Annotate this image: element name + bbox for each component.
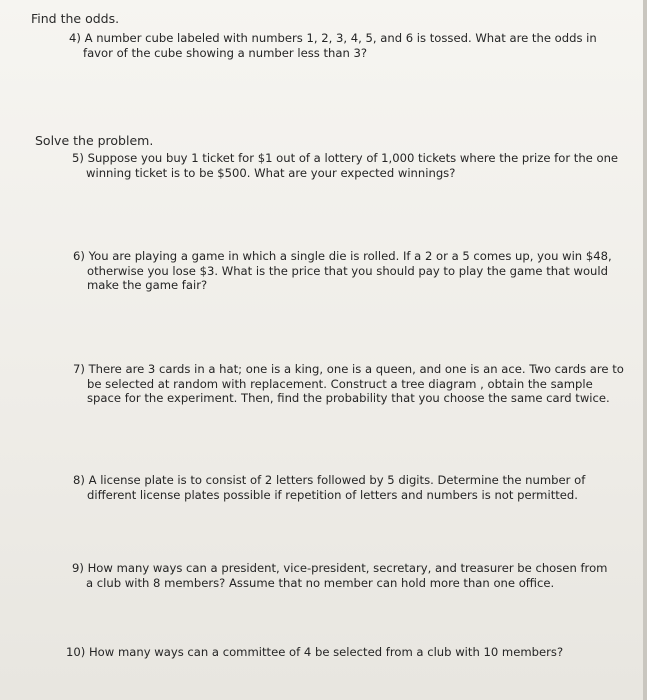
question-9	[72, 561, 607, 590]
question-text-line: different license plates possible if repetition of letters and numbers is not permitted.	[87, 487, 578, 502]
question-number: 9)	[72, 561, 84, 575]
question-7	[73, 362, 624, 406]
question-text-line: winning ticket is to be $500. What are your expected winnings?	[86, 165, 456, 180]
question-text-line: You are playing a game in which a single die is rolled. If a 2 or a 5 comes up, you win $48,	[88, 249, 612, 263]
question-number: 6)	[73, 249, 85, 263]
question-6	[73, 249, 612, 293]
question-8	[73, 473, 585, 502]
question-text-line: favor of the cube showing a number less than 3?	[83, 45, 368, 60]
question-5	[72, 151, 618, 180]
question-text-line: otherwise you lose $3. What is the price that you should pay to play the game that would	[87, 263, 608, 278]
question-text-line: make the game fair?	[87, 278, 208, 293]
page-edge-shadow	[643, 0, 647, 700]
question-text-line: be selected at random with replacement. Construct a tree diagram , obtain the sample	[87, 376, 593, 391]
question-text-line: There are 3 cards in a hat; one is a king, one is a queen, and one is an ace. Two cards are to	[88, 362, 624, 376]
question-number: 7)	[73, 362, 85, 376]
question-number: 8)	[73, 473, 85, 487]
question-text-line: How many ways can a president, vice-president, secretary, and treasurer be chosen from	[87, 561, 608, 575]
question-number: 4)	[69, 31, 81, 45]
question-text-line: space for the experiment. Then, find the probability that you choose the same card twice.	[87, 391, 610, 406]
section-heading-solve: Solve the problem.	[35, 133, 154, 148]
question-text-line: A number cube labeled with numbers 1, 2, 3, 4, 5, and 6 is tossed. What are the odds in	[84, 31, 597, 45]
question-4	[69, 31, 597, 60]
question-text-line: How many ways can a committee of 4 be selected from a club with 10 members?	[88, 645, 564, 659]
question-text-line: Suppose you buy 1 ticket for $1 out of a lottery of 1,000 tickets where the prize for the one	[87, 151, 619, 165]
question-10	[66, 645, 563, 660]
question-text-line: A license plate is to consist of 2 letters followed by 5 digits. Determine the number of	[88, 473, 586, 487]
question-number: 5)	[72, 151, 84, 165]
section-heading-odds: Find the odds.	[31, 11, 120, 26]
question-text-line: a club with 8 members? Assume that no member can hold more than one office.	[86, 575, 555, 590]
question-number: 10)	[66, 645, 86, 659]
